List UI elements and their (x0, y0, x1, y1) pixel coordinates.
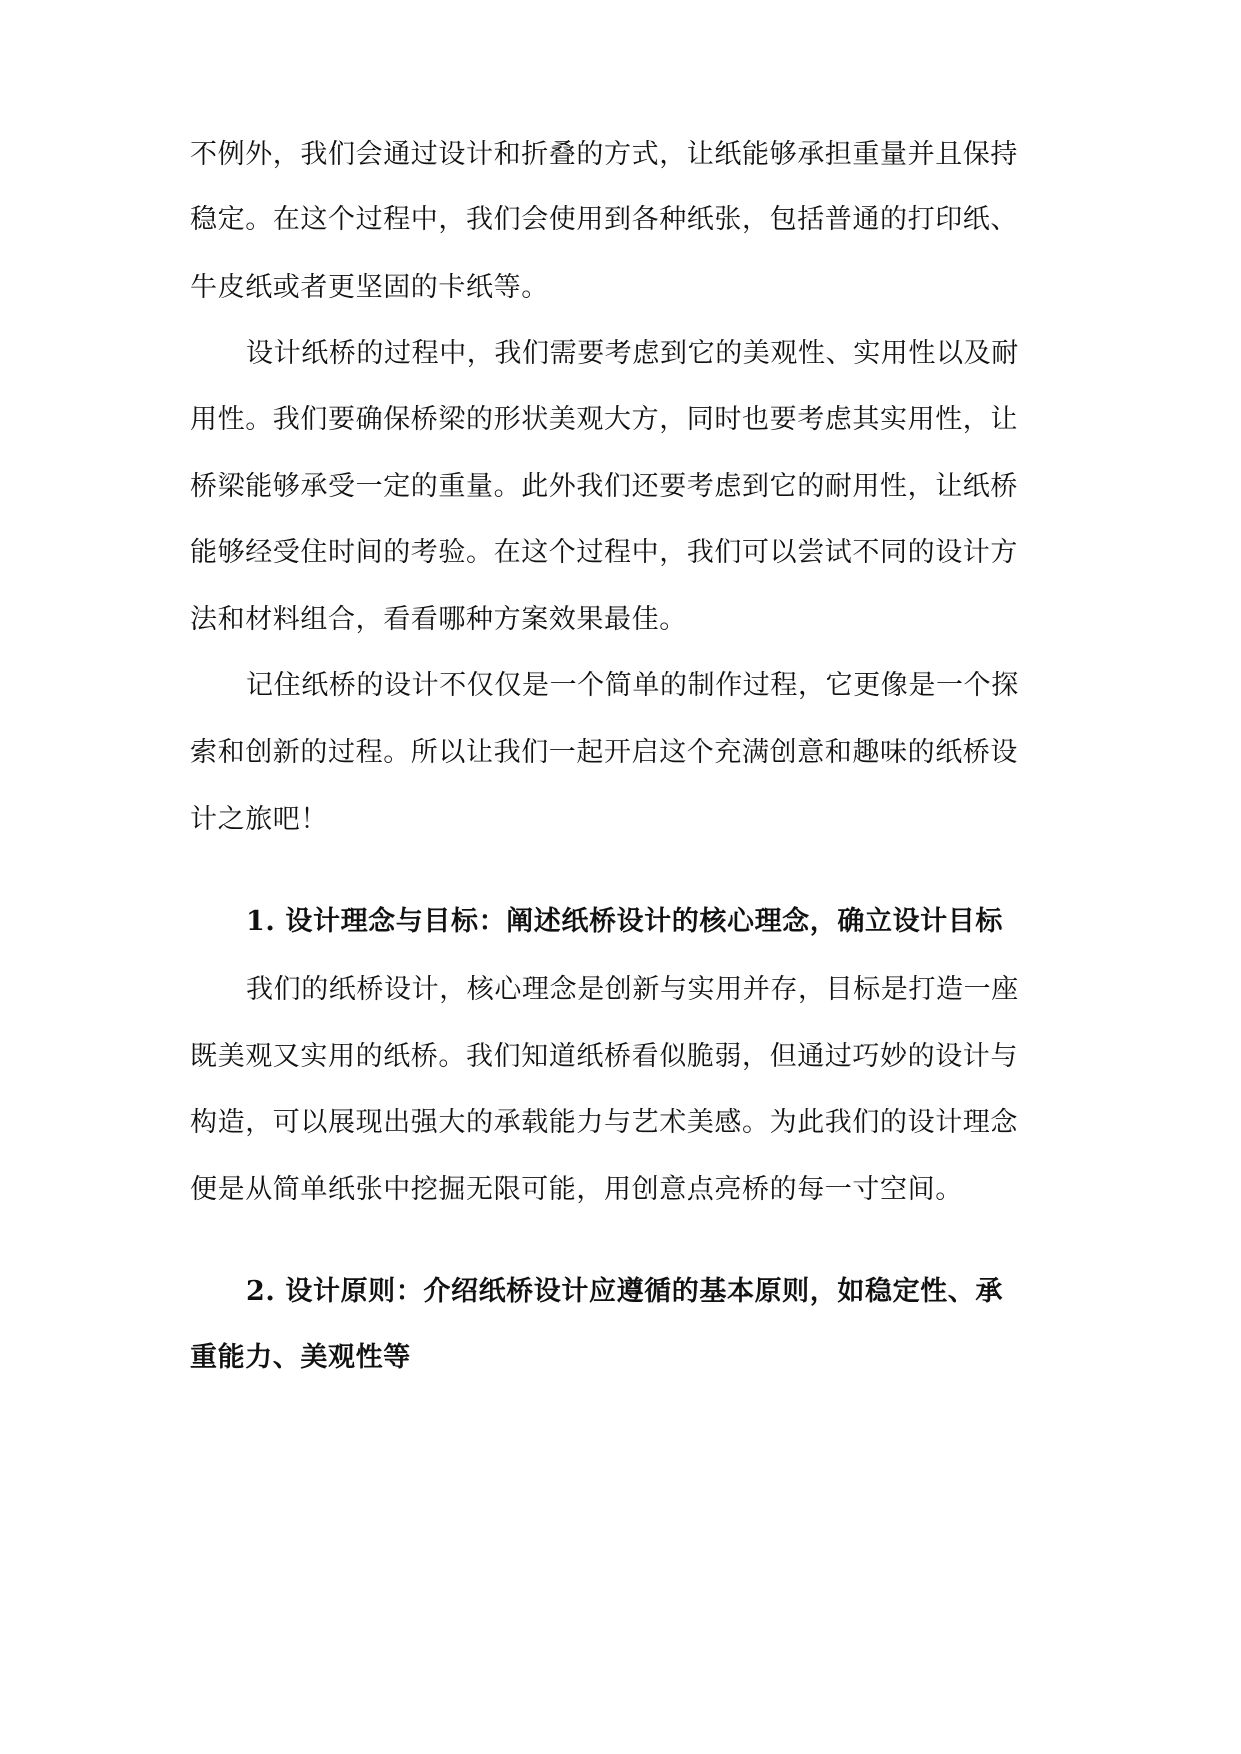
section-heading: 2. 设计原则：介绍纸桥设计应遵循的基本原则，如稳定性、承 (246, 1276, 1003, 1307)
paragraph-line: 计之旅吧！ (190, 804, 328, 835)
paragraph-line: 用性。我们要确保桥梁的形状美观大方，同时也要考虑其实用性，让 (190, 404, 1018, 435)
paragraph-line: 设计纸桥的过程中，我们需要考虑到它的美观性、实用性以及耐 (246, 338, 1019, 369)
paragraph-line: 我们的纸桥设计，核心理念是创新与实用并存，目标是打造一座 (246, 974, 1019, 1005)
paragraph-line: 记住纸桥的设计不仅仅是一个简单的制作过程，它更像是一个探 (246, 670, 1019, 701)
paragraph-line: 牛皮纸或者更坚固的卡纸等。 (190, 272, 549, 303)
paragraph-line: 便是从简单纸张中挖掘无限可能，用创意点亮桥的每一寸空间。 (190, 1174, 963, 1205)
paragraph-line: 稳定。在这个过程中，我们会使用到各种纸张，包括普通的打印纸、 (190, 204, 1018, 235)
paragraph-line: 构造，可以展现出强大的承载能力与艺术美感。为此我们的设计理念 (190, 1107, 1018, 1138)
paragraph-line: 索和创新的过程。所以让我们一起开启这个充满创意和趣味的纸桥设 (190, 737, 1018, 768)
paragraph-line: 桥梁能够承受一定的重量。此外我们还要考虑到它的耐用性，让纸桥 (190, 471, 1018, 502)
paragraph-line: 不例外，我们会通过设计和折叠的方式，让纸能够承担重量并且保持 (190, 139, 1018, 170)
paragraph-line: 既美观又实用的纸桥。我们知道纸桥看似脆弱，但通过巧妙的设计与 (190, 1041, 1018, 1072)
paragraph-line: 能够经受住时间的考验。在这个过程中，我们可以尝试不同的设计方 (190, 537, 1018, 568)
paragraph-line: 法和材料组合，看看哪种方案效果最佳。 (190, 604, 687, 635)
section-heading-continuation: 重能力、美观性等 (190, 1342, 411, 1373)
section-heading: 1. 设计理念与目标：阐述纸桥设计的核心理念，确立设计目标 (246, 906, 1003, 937)
